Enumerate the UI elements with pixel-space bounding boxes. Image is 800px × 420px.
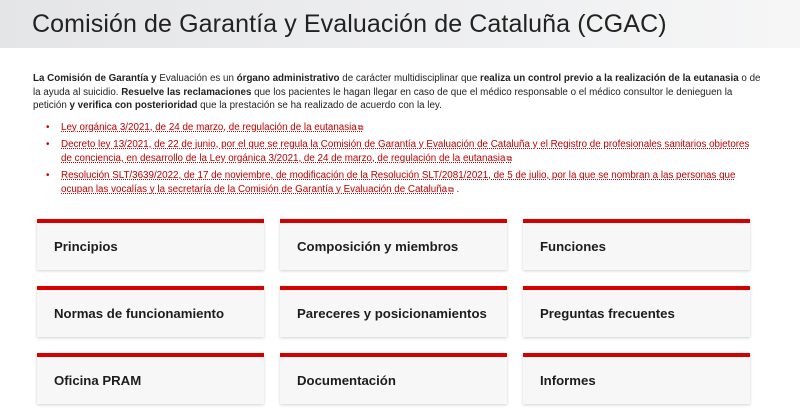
legal-links-list [46,121,760,197]
intro-text-4: que los pacientes le hagan llegar en caso de que el médico responsable o el médico consultor le denieguen la petición [33,86,733,111]
list-item [46,169,760,196]
intro-text-1: Evaluación es un [156,73,237,84]
intro-bold-1: La Comisión de Garantía y [33,73,157,84]
intro-bold-3: realiza un control previo a la realización de la eutanasia [480,73,739,84]
card-preguntas-frecuentes[interactable]: Preguntas frecuentes [523,286,750,337]
list-item [46,121,760,135]
card-documentacion[interactable]: Documentación [280,353,507,404]
bullet-icon: • [46,121,50,133]
page-header [0,0,800,48]
legal-link[interactable] [61,122,363,133]
intro-bold-5: y verifica con posterioridad [69,100,198,111]
bullet-icon: • [46,170,50,181]
card-principios[interactable]: Principios [37,219,264,270]
card-pareceres-posicionamientos[interactable]: Pareceres y posicionamientos [280,286,507,337]
card-informes[interactable]: Informes [523,353,750,404]
legal-link-text: Decreto ley 13/2021, de 22 de junio, por el que se regula la Comisión de Garantía y Evaluación de Cataluña y el Registro de profesionales sanitarios objetores de conciencia, en desarrollo de la Ley orgánica 3/2021, de 24 de marzo, de regulación de la eutanasia [61,139,750,164]
card-funciones[interactable]: Funciones [523,219,750,270]
legal-link[interactable] [61,139,749,164]
card-composicion-miembros[interactable]: Composición y miembros [280,219,507,270]
intro-bold-4: Resuelve las reclamaciones [121,86,252,98]
list-item-suffix: . [453,183,460,195]
list-item [46,138,760,165]
intro-text-5: que la prestación se ha realizado de acuerdo con la ley. [197,100,442,111]
page-title: Comisión de Garantía y Evaluación de Cataluña (CGAC) [32,9,667,38]
external-link-icon: ⧉ [448,184,454,194]
legal-link[interactable] [61,170,735,195]
bullet-icon: • [46,139,50,150]
external-link-icon: ⧉ [357,122,364,132]
intro-paragraph [33,72,762,113]
legal-link-text: Ley orgánica 3/2021, de 24 de marzo, de regulación de la eutanasia [61,121,357,133]
intro-text-3: o de la ayuda al suicidio. [33,73,761,98]
section-cards-grid [37,219,750,404]
external-link-icon: ⧉ [506,153,513,163]
intro-bold-2: órgano administrativo [236,73,340,84]
card-normas-funcionamiento[interactable]: Normas de funcionamiento [37,286,264,337]
card-oficina-pram[interactable]: Oficina PRAM [37,353,264,404]
intro-text-2: de carácter multidisciplinar que [339,73,481,84]
legal-link-text: Resolución SLT/3639/2022, de 17 de noviembre, de modificación de la Resolución SLT/2081/2021, de 5 de julio, por la que se nombran a las personas que ocupan las vocalías y la secretaría de la Comisión de Garantía y Evaluación de Cataluña [61,170,736,195]
